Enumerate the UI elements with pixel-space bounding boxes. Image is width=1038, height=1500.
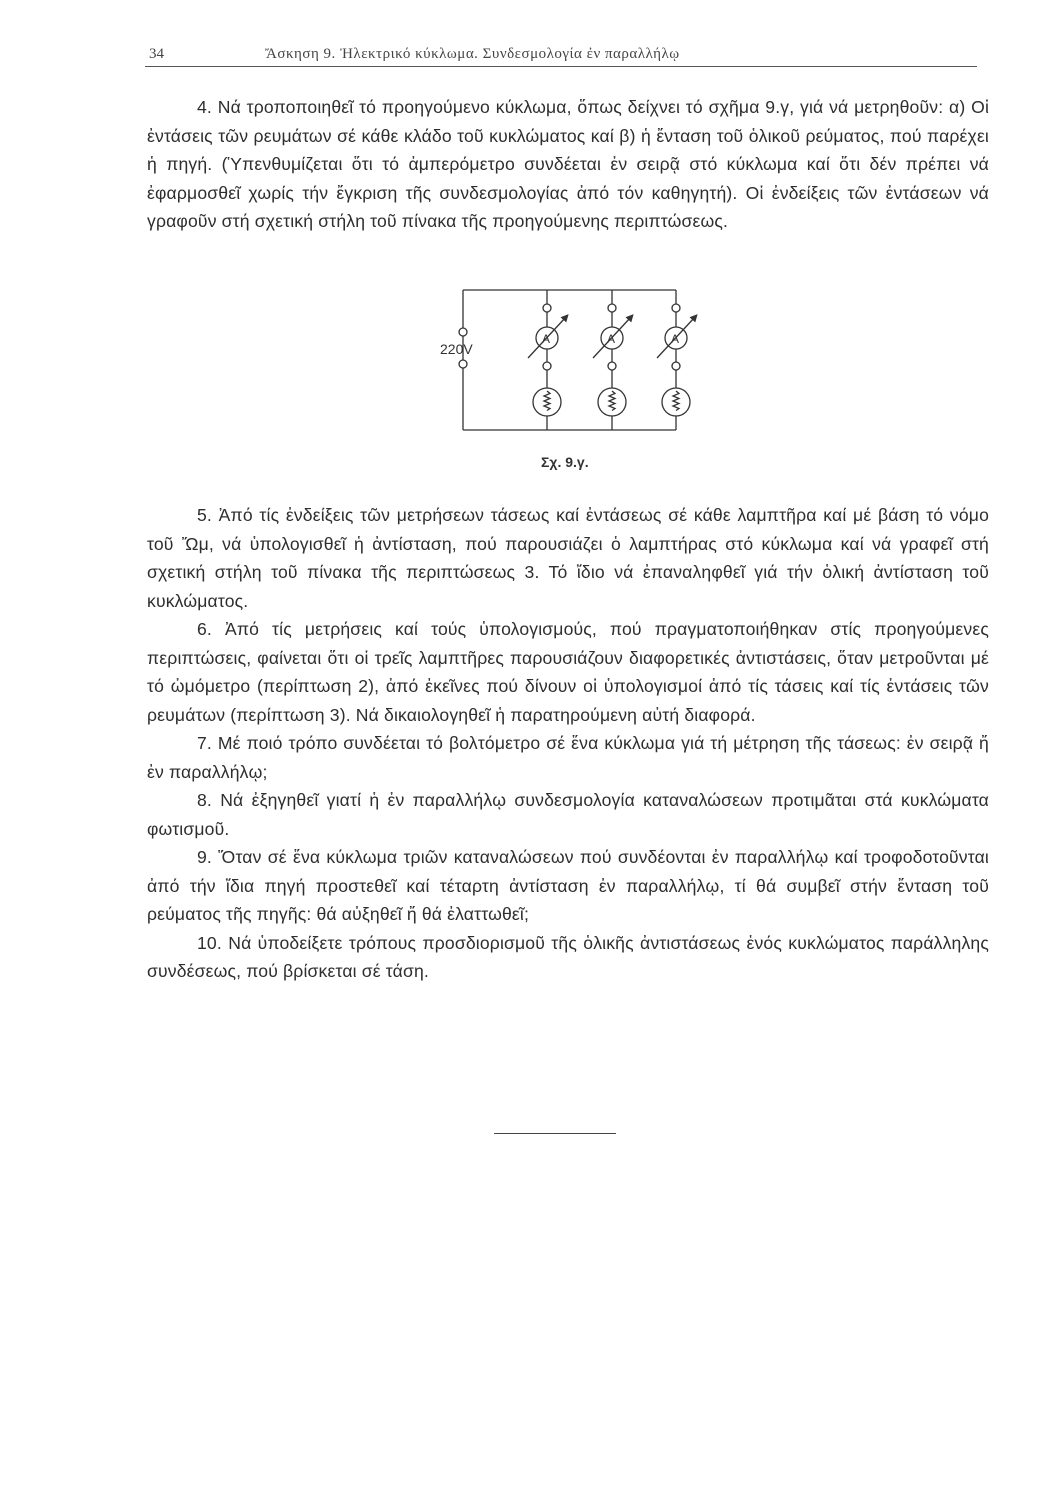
figure-caption: Σχ. 9.γ. — [541, 454, 589, 470]
terminal-icon — [543, 304, 551, 312]
page-number: 34 — [149, 46, 164, 62]
branch-3 — [657, 290, 695, 430]
terminal-icon — [672, 304, 680, 312]
terminal-icon — [608, 362, 616, 370]
circuit-figure — [420, 280, 720, 480]
paragraph-7: 7. Μέ ποιό τρόπο συνδέεται τό βολτόμετρο σέ ἕνα κύκλωμα γιά τή μέτρηση τῆς τάσεως: ἐν σειρᾷ ἤ ἐν παραλλήλῳ; — [147, 733, 989, 782]
paragraph-4: 4. Νά τροποποιηθεῖ τό προηγούμενο κύκλωμα, ὅπως δείχνει τό σχῆμα 9.γ, γιά νά μετρηθοῦν: α) Οἱ ἐντάσεις τῶν ρευμάτων σέ κάθε κλάδο τοῦ κυκλώματος καί β) ἡ ἔνταση τοῦ ὁλικοῦ ρεύματος, πού παρέχει ἡ πηγή. (Ὑπενθυμίζεται ὅτι τό ἀμπερόμετρο συνδέεται ἐν σειρᾷ στό κύκλωμα καί ὅτι δέν πρέπει νά ἐφαρμοσθεῖ χωρίς τήν ἔγκριση τῆς συνδεσμολογίας ἀπό τόν καθηγητή). Οἱ ἐνδείξεις τῶν ἐντάσεων νά γραφοῦν στή σχετική στήλη τοῦ πίνακα τῆς προηγούμενης περιπτώσεως. — [147, 97, 989, 231]
ammeter-3-label: A — [671, 332, 680, 346]
terminal-icon — [672, 362, 680, 370]
ammeter-2-label: A — [607, 332, 616, 346]
text-block-top — [147, 93, 989, 236]
page-header — [145, 42, 977, 67]
source-terminal-plus — [459, 328, 467, 336]
paragraph-8: 8. Νά ἐξηγηθεῖ γιατί ἡ ἐν παραλλήλῳ συνδεσμολογία καταναλώσεων προτιμᾶται στά κυκλώματα φωτισμοῦ. — [147, 790, 989, 839]
paragraph-6: 6. Ἀπό τίς μετρήσεις καί τούς ὑπολογισμούς, πού πραγματοποιήθηκαν στίς προηγούμενες περιπτώσεις, φαίνεται ὅτι οἱ τρεῖς λαμπτῆρες παρουσιάζουν διαφορετικές ἀντιστάσεις, ὅταν μετροῦνται μέ τό ὠμόμετρο (περίπτωση 2), ἀπό ἐκεῖνες πού δίνουν οἱ ὑπολογισμοί ἀπό τίς τάσεις καί τίς ἐντάσεις τῶν ρευμάτων (περίπτωση 3). Νά δικαιολογηθεῖ ἡ παρατηρούμενη αὐτή διαφορά. — [147, 619, 989, 725]
terminal-icon — [608, 304, 616, 312]
terminal-icon — [543, 362, 551, 370]
circuit-diagram — [420, 280, 720, 480]
voltage-label: 220V — [440, 341, 473, 357]
text-block-bottom — [147, 501, 989, 986]
running-title: Ἄσκηση 9. Ἠλεκτρικό κύκλωμα. Συνδεσμολογία ἐν παραλλήλῳ — [265, 46, 680, 62]
paragraph-5: 5. Ἀπό τίς ἐνδείξεις τῶν μετρήσεων τάσεως καί ἐντάσεως σέ κάθε λαμπτῆρα καί μέ βάση τό νόμο τοῦ Ὤμ, νά ὑπολογισθεῖ ἡ ἀντίσταση, πού παρουσιάζει ὁ λαμπτήρας στό κύκλωμα καί νά γραφεῖ στή σχετική στήλη τοῦ πίνακα τῆς περιπτώσεως 3. Τό ἴδιο νά ἐπαναληφθεῖ γιά τήν ὁλική ἀντίσταση τοῦ κυκλώματος. — [147, 505, 989, 611]
paragraph-9: 9. Ὅταν σέ ἕνα κύκλωμα τριῶν καταναλώσεων πού συνδέονται ἐν παραλλήλῳ καί τροφοδοτοῦνται ἀπό τήν ἴδια πηγή προστεθεῖ καί τέταρτη ἀντίσταση ἐν παραλλήλῳ, τί θά συμβεῖ στήν ἔνταση τοῦ ρεύματος τῆς πηγῆς: θά αὐξηθεῖ ἤ θά ἐλαττωθεῖ; — [147, 847, 989, 924]
branch-1 — [528, 290, 566, 430]
ammeter-1-label: A — [542, 332, 551, 346]
source-terminal-minus — [459, 360, 467, 368]
branch-2 — [593, 290, 631, 430]
paragraph-10: 10. Νά ὑποδείξετε τρόπους προσδιορισμοῦ τῆς ὁλικῆς ἀντιστάσεως ἑνός κυκλώματος παράλληλης συνδέσεως, πού βρίσκεται σέ τάση. — [147, 932, 989, 981]
end-divider — [494, 1133, 616, 1134]
